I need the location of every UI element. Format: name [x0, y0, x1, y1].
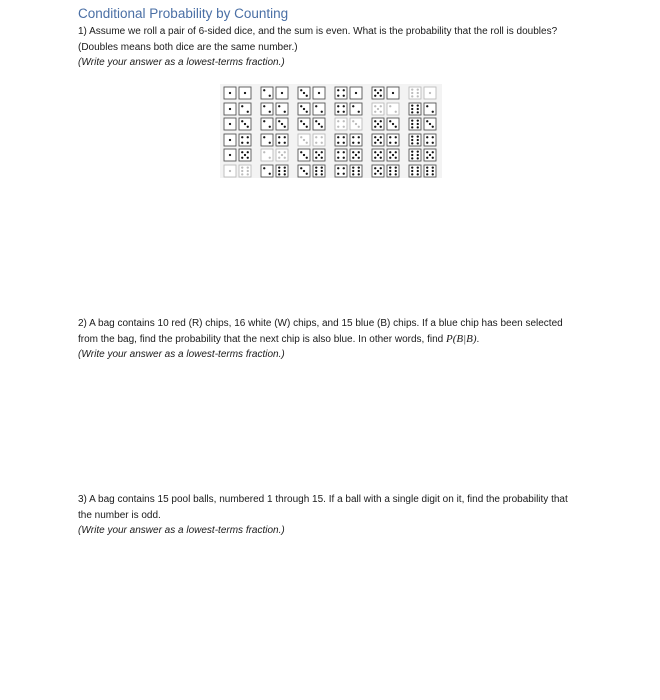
die-face-1: [224, 149, 236, 161]
die-face-1: [313, 87, 325, 99]
die-face-6: [409, 118, 421, 130]
dice-pair-6-5: [408, 148, 438, 162]
die-face-5: [350, 149, 362, 161]
die-face-3: [298, 118, 310, 130]
die-face-2: [276, 103, 288, 115]
die-face-6: [409, 149, 421, 161]
die-face-5: [387, 149, 399, 161]
dice-pair-4-5: [334, 148, 364, 162]
question-2-text-after: .: [476, 333, 480, 345]
die-face-3: [276, 118, 288, 130]
die-face-3: [298, 134, 310, 146]
die-face-4: [335, 149, 347, 161]
dice-pair-1-5: [223, 148, 253, 162]
dice-pair-4-6: [334, 164, 364, 178]
die-face-4: [313, 134, 325, 146]
die-face-3: [387, 118, 399, 130]
die-face-2: [261, 134, 273, 146]
die-face-5: [372, 118, 384, 130]
die-face-2: [313, 103, 325, 115]
dice-outcomes-grid: [220, 84, 442, 178]
dice-pair-6-4: [408, 133, 438, 147]
dice-pair-2-4: [260, 133, 290, 147]
die-face-2: [350, 103, 362, 115]
question-1-instruction: (Write your answer as a lowest-terms fraction.): [78, 57, 285, 68]
die-face-5: [372, 149, 384, 161]
die-face-3: [298, 165, 310, 177]
die-face-1: [424, 87, 436, 99]
dice-pair-1-3: [223, 117, 253, 131]
die-face-6: [313, 165, 325, 177]
die-face-4: [387, 134, 399, 146]
dice-pair-3-2: [297, 102, 327, 116]
die-face-2: [261, 103, 273, 115]
dice-pair-4-3: [334, 117, 364, 131]
die-face-6: [409, 165, 421, 177]
dice-pair-3-3: [297, 117, 327, 131]
die-face-5: [424, 149, 436, 161]
die-face-2: [261, 118, 273, 130]
die-face-3: [298, 87, 310, 99]
dice-pair-3-6: [297, 164, 327, 178]
die-face-6: [409, 134, 421, 146]
dice-pair-1-4: [223, 133, 253, 147]
die-face-4: [239, 134, 251, 146]
question-2: [78, 316, 578, 363]
die-face-6: [424, 165, 436, 177]
dice-pair-5-4: [371, 133, 401, 147]
die-face-3: [350, 118, 362, 130]
die-face-6: [409, 87, 421, 99]
die-face-5: [372, 87, 384, 99]
dice-pair-3-4: [297, 133, 327, 147]
die-face-3: [298, 103, 310, 115]
dice-pair-1-1: [223, 86, 253, 100]
die-face-1: [224, 134, 236, 146]
die-face-1: [224, 118, 236, 130]
die-face-6: [387, 165, 399, 177]
dice-pair-2-5: [260, 148, 290, 162]
die-face-5: [372, 103, 384, 115]
dice-pair-3-1: [297, 86, 327, 100]
die-face-6: [350, 165, 362, 177]
die-face-1: [239, 87, 251, 99]
dice-pair-2-3: [260, 117, 290, 131]
die-face-3: [313, 118, 325, 130]
die-face-5: [276, 149, 288, 161]
die-face-1: [224, 165, 236, 177]
die-face-6: [239, 165, 251, 177]
die-face-2: [239, 103, 251, 115]
die-face-2: [387, 103, 399, 115]
dice-pair-2-1: [260, 86, 290, 100]
die-face-5: [239, 149, 251, 161]
dice-pair-4-2: [334, 102, 364, 116]
question-3: [78, 492, 578, 539]
die-face-4: [424, 134, 436, 146]
die-face-5: [372, 165, 384, 177]
question-1-text: 1) Assume we roll a pair of 6-sided dice, and the sum is even. What is the probability that the roll is doubles? (Doubles means both dice are the same number.): [78, 26, 558, 53]
question-2-formula: P(B|B): [446, 332, 477, 345]
dice-pair-5-3: [371, 117, 401, 131]
question-2-text-before: 2) A bag contains 10 red (R) chips, 16 white (W) chips, and 15 blue (B) chips. If a blue chip has been selected from the bag, find the probability that the next chip is also blue. In other words, find: [78, 318, 563, 345]
question-2-instruction: (Write your answer as a lowest-terms fraction.): [78, 349, 285, 360]
die-face-3: [239, 118, 251, 130]
die-face-1: [224, 87, 236, 99]
dice-pair-5-5: [371, 148, 401, 162]
die-face-1: [387, 87, 399, 99]
die-face-5: [313, 149, 325, 161]
die-face-1: [276, 87, 288, 99]
die-face-3: [424, 118, 436, 130]
question-2-text: [78, 316, 578, 347]
die-face-4: [335, 134, 347, 146]
die-face-2: [424, 103, 436, 115]
dice-pair-6-6: [408, 164, 438, 178]
dice-pair-6-3: [408, 117, 438, 131]
question-3-text: 3) A bag contains 15 pool balls, numbered 1 through 15. If a ball with a single digit on it, find the probability that the number is odd.: [78, 494, 568, 521]
die-face-4: [335, 103, 347, 115]
die-face-4: [350, 134, 362, 146]
die-face-4: [335, 165, 347, 177]
dice-pair-6-1: [408, 86, 438, 100]
die-face-2: [261, 165, 273, 177]
dice-pair-5-1: [371, 86, 401, 100]
dice-pair-1-2: [223, 102, 253, 116]
die-face-2: [261, 87, 273, 99]
die-face-6: [276, 165, 288, 177]
dice-pair-2-2: [260, 102, 290, 116]
die-face-1: [224, 103, 236, 115]
document-title: Conditional Probability by Counting: [78, 6, 289, 21]
dice-pair-5-2: [371, 102, 401, 116]
die-face-3: [298, 149, 310, 161]
dice-pair-1-6: [223, 164, 253, 178]
question-3-instruction: (Write your answer as a lowest-terms fraction.): [78, 525, 285, 536]
die-face-4: [335, 118, 347, 130]
die-face-5: [372, 134, 384, 146]
question-1: [78, 24, 578, 71]
die-face-2: [261, 149, 273, 161]
die-face-4: [276, 134, 288, 146]
dice-pair-4-4: [334, 133, 364, 147]
die-face-6: [409, 103, 421, 115]
die-face-4: [335, 87, 347, 99]
dice-pair-2-6: [260, 164, 290, 178]
die-face-1: [350, 87, 362, 99]
dice-pair-5-6: [371, 164, 401, 178]
dice-pair-4-1: [334, 86, 364, 100]
dice-pair-3-5: [297, 148, 327, 162]
dice-pair-6-2: [408, 102, 438, 116]
